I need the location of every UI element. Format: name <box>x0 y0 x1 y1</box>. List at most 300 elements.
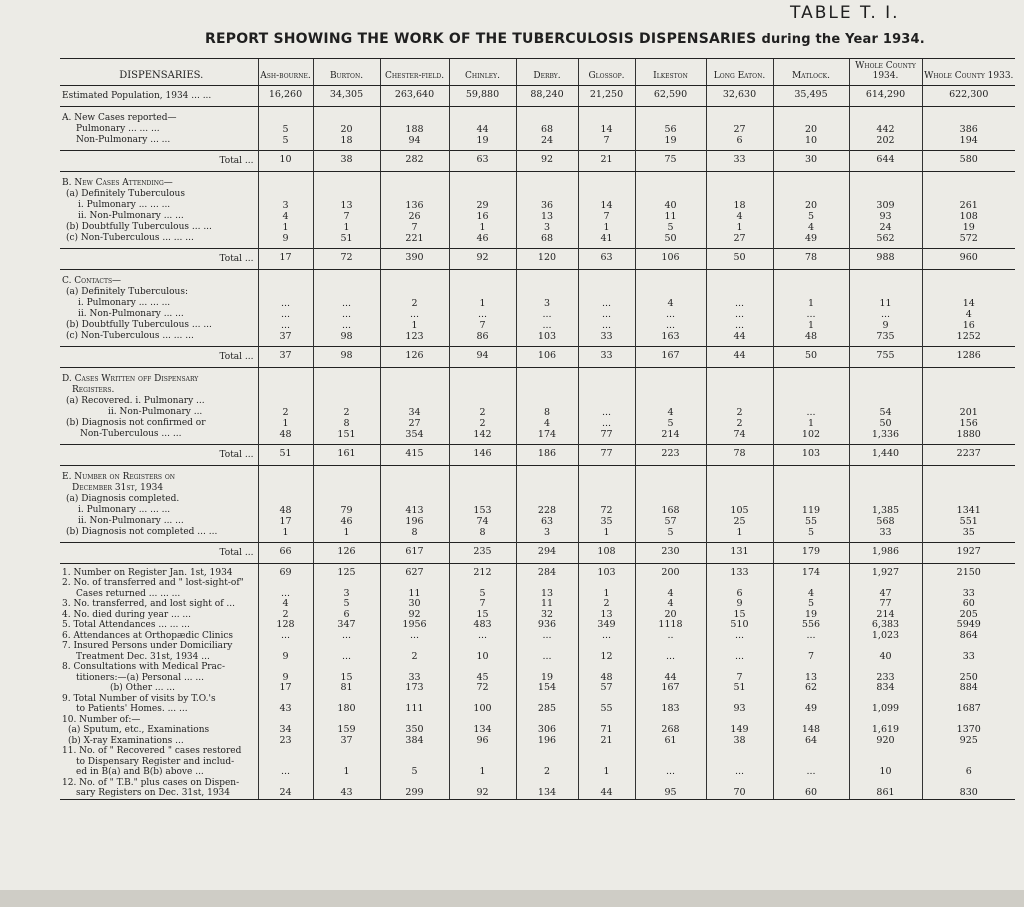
cell-value: 1880 <box>956 428 981 440</box>
cell-value: 71 <box>600 724 613 736</box>
total-cell: 33 <box>706 150 773 171</box>
cell-value: 103 <box>537 330 557 342</box>
data-cell <box>380 465 449 542</box>
cell-spacer <box>383 276 447 298</box>
cell-value: 125 <box>337 566 356 578</box>
cell-value: 23 <box>279 734 292 746</box>
cell-spacer <box>638 113 704 124</box>
cell-value: 205 <box>959 608 978 620</box>
population-cell: 622,300 <box>922 85 1015 106</box>
data-cell <box>578 465 635 542</box>
cell-spacer <box>519 113 576 124</box>
cell-value: 92 <box>476 787 489 799</box>
cell-value: 128 <box>276 619 295 631</box>
cell-value <box>383 746 447 757</box>
cell-value: 33 <box>879 526 892 538</box>
cell-value: 5 <box>282 123 289 135</box>
section-c-total-row <box>60 346 1015 367</box>
total-cell: 131 <box>706 542 773 563</box>
data-cell <box>773 367 849 444</box>
cell-value: 5 <box>807 526 815 538</box>
data-cell <box>380 171 449 248</box>
cell-value: 2 <box>343 406 350 418</box>
cell-value <box>852 746 920 757</box>
label-line: (b) Diagnosis not completed ... ... <box>66 526 218 537</box>
cell-value: 1,385 <box>871 504 900 516</box>
cell-value: 43 <box>340 787 353 799</box>
label-line: (b) X-ray Examinations ... <box>68 735 184 746</box>
cell-value: 29 <box>476 199 489 211</box>
cell-value: 1341 <box>956 504 981 516</box>
cell-value: 347 <box>337 619 356 631</box>
cell-value: 7 <box>411 221 418 233</box>
cell-value: 44 <box>733 330 746 342</box>
population-cell: 34,305 <box>313 85 380 106</box>
label-line: 4. No. died during year ... ... <box>62 609 192 620</box>
section-d-label <box>60 367 258 444</box>
total-cell: 235 <box>449 542 516 563</box>
cell-value: 1 <box>479 297 486 309</box>
cell-spacer <box>776 374 847 407</box>
cell-value: 920 <box>876 734 895 746</box>
cell-value: 1 <box>736 221 743 233</box>
data-cell <box>380 563 449 799</box>
total-cell: 294 <box>516 542 578 563</box>
data-cell <box>258 171 313 248</box>
cell-value: 13 <box>340 199 353 211</box>
population-cell: 21,250 <box>578 85 635 106</box>
cell-value: 201 <box>959 406 978 418</box>
cell-value <box>776 746 847 757</box>
cell-value: 27 <box>408 417 421 429</box>
cell-value: 20 <box>804 199 818 211</box>
label-line: B. New Cases Attending— <box>62 177 173 188</box>
cell-value: 3 <box>282 199 289 211</box>
section-c-row <box>60 269 1015 346</box>
cell-value: ... <box>341 319 352 331</box>
cell-spacer <box>452 472 514 505</box>
total-cell: 30 <box>773 150 849 171</box>
cell-value: 834 <box>876 682 895 694</box>
cell-spacer <box>519 374 576 407</box>
cell-value <box>261 746 311 757</box>
cell-value: 413 <box>405 504 424 516</box>
population-cell: 62,590 <box>635 85 706 106</box>
section-e-row <box>60 465 1015 542</box>
cell-spacer <box>581 178 633 200</box>
cell-value: 26 <box>408 210 421 222</box>
cell-value: 13 <box>540 587 554 599</box>
cell-value: ... <box>601 406 612 418</box>
cell-value: ... <box>542 650 552 662</box>
cell-value: ... <box>409 308 420 320</box>
cell-value: 35 <box>962 526 975 538</box>
cell-value: ... <box>542 308 552 320</box>
cell-value: 1 <box>282 526 289 538</box>
label-line: Treatment Dec. 31st, 1934 ... <box>76 651 210 662</box>
cell-value: 1 <box>807 297 815 309</box>
cell-value: 562 <box>876 232 895 244</box>
data-cell <box>449 367 516 444</box>
cell-value: 48 <box>279 504 292 516</box>
cell-spacer <box>709 178 771 200</box>
cell-value <box>709 746 771 757</box>
col-header-glossop: Glossop. <box>578 59 635 86</box>
cell-value: 68 <box>540 232 554 244</box>
cell-value: 50 <box>664 232 677 244</box>
cell-value: 33 <box>962 650 975 662</box>
cell-value: 16 <box>476 210 489 222</box>
cell-value: 1 <box>282 221 289 233</box>
total-label: Total ... <box>60 542 258 563</box>
cell-value: 350 <box>405 724 424 736</box>
total-label: Total ... <box>60 444 258 465</box>
data-cell <box>578 367 635 444</box>
cell-value: ... <box>280 308 291 320</box>
cell-value: 30 <box>408 598 421 610</box>
cell-value: 16 <box>962 319 975 331</box>
label-line: to Dispensary Register and includ- <box>76 756 235 767</box>
data-cell <box>380 106 449 150</box>
cell-value: 1252 <box>956 330 981 342</box>
cell-value: 1370 <box>956 724 981 736</box>
label-line: 10. Number of:— <box>62 714 141 725</box>
cell-value: 151 <box>337 428 356 440</box>
data-cell <box>313 106 380 150</box>
cell-value: 4 <box>667 406 674 418</box>
total-cell: 988 <box>849 248 922 269</box>
cell-value: 309 <box>876 199 895 211</box>
cell-value: 153 <box>473 504 492 516</box>
col-header-dispensaries: DISPENSARIES. <box>60 59 258 86</box>
section-b-total-row <box>60 248 1015 269</box>
cell-value: 98 <box>340 330 353 342</box>
cell-spacer <box>383 472 447 505</box>
cell-value: 12 <box>600 650 613 662</box>
total-cell: 106 <box>516 346 578 367</box>
total-cell: 33 <box>578 346 635 367</box>
cell-value: 60 <box>804 787 818 799</box>
cell-spacer <box>852 178 920 200</box>
total-cell: 75 <box>635 150 706 171</box>
data-cell <box>578 171 635 248</box>
label-line: (a) Sputum, etc., Examinations <box>68 725 210 736</box>
cell-spacer <box>519 178 576 200</box>
cell-value: 2 <box>282 608 289 620</box>
data-cell <box>922 171 1015 248</box>
cell-value: 33 <box>600 330 613 342</box>
cell-value: 94 <box>408 134 421 146</box>
total-cell: 1286 <box>922 346 1015 367</box>
label-line: Non-Tuberculous ... ... <box>80 428 182 439</box>
data-cell <box>706 465 773 542</box>
cell-value: 174 <box>537 428 557 440</box>
cell-value: 57 <box>600 682 613 694</box>
data-cell <box>258 465 313 542</box>
cell-value: 69 <box>279 566 292 578</box>
scan-bottom-edge <box>0 890 1024 907</box>
cell-value: 36 <box>540 199 554 211</box>
cell-value: 24 <box>540 134 554 146</box>
cell-value: 38 <box>733 734 746 746</box>
cell-value: 5 <box>807 598 815 610</box>
cell-spacer <box>709 472 771 505</box>
cell-value: 188 <box>405 123 424 135</box>
cell-value: ... <box>341 308 352 320</box>
total-cell: 755 <box>849 346 922 367</box>
cell-value: 35 <box>600 515 613 527</box>
cell-spacer <box>638 178 704 200</box>
data-cell <box>313 563 380 799</box>
cell-value: 4 <box>807 587 815 599</box>
label-line: ii. Non-Pulmonary ... ... <box>78 210 184 221</box>
cell-value: 86 <box>476 330 489 342</box>
cell-spacer <box>316 276 378 298</box>
cell-value: 19 <box>476 134 489 146</box>
total-cell: 63 <box>449 150 516 171</box>
cell-value: 13 <box>804 671 818 683</box>
cell-value: 14 <box>962 297 975 309</box>
data-cell <box>516 269 578 346</box>
cell-value: ... <box>734 766 745 778</box>
total-cell: 161 <box>313 444 380 465</box>
cell-value: 384 <box>405 734 424 746</box>
data-cell <box>635 563 706 799</box>
cell-value <box>316 746 378 757</box>
cell-value: 24 <box>279 787 292 799</box>
cell-value: 8 <box>543 406 551 418</box>
cell-value: 4 <box>807 221 815 233</box>
total-cell: 66 <box>258 542 313 563</box>
cell-value: 10 <box>804 134 818 146</box>
cell-spacer <box>852 374 920 407</box>
cell-value: 1 <box>343 526 350 538</box>
cell-value: 47 <box>879 587 892 599</box>
total-cell: 108 <box>578 542 635 563</box>
total-cell: 2237 <box>922 444 1015 465</box>
cell-spacer <box>383 178 447 200</box>
cell-value: 3 <box>543 526 551 538</box>
cell-value: 49 <box>804 232 818 244</box>
cell-value: 74 <box>476 515 489 527</box>
data-cell <box>706 563 773 799</box>
cell-value: 568 <box>876 515 895 527</box>
cell-spacer <box>316 178 378 200</box>
total-cell: 38 <box>313 150 380 171</box>
cell-value: ... <box>665 319 676 331</box>
cell-value: ... <box>542 319 552 331</box>
label-line: (a) Recovered. i. Pulmonary ... <box>66 395 205 406</box>
cell-value: 159 <box>337 724 356 736</box>
label-line: C. Contacts— <box>62 275 122 286</box>
cell-value: ... <box>806 766 816 778</box>
cell-value: 68 <box>540 123 554 135</box>
label-line: (a) Definitely Tuberculous <box>66 188 185 199</box>
label-line: 9. Total Number of visits by T.O.'s <box>62 693 216 704</box>
cell-value: 163 <box>661 330 680 342</box>
col-header-matlock: Matlock. <box>773 59 849 86</box>
section-b-row <box>60 171 1015 248</box>
data-cell <box>922 106 1015 150</box>
cell-value: 136 <box>405 199 424 211</box>
cell-value: 196 <box>405 515 424 527</box>
section-a-total-row <box>60 150 1015 171</box>
cell-spacer <box>452 113 514 124</box>
cell-value: 149 <box>730 724 749 736</box>
cell-value: 442 <box>876 123 895 135</box>
cell-value: 5 <box>807 210 815 222</box>
cell-value: 174 <box>801 566 821 578</box>
cell-value: 14 <box>600 199 613 211</box>
cell-value: 6 <box>343 608 350 620</box>
population-cell: 16,260 <box>258 85 313 106</box>
cell-value: 3 <box>543 221 551 233</box>
cell-value: 134 <box>473 724 492 736</box>
cell-spacer <box>638 276 704 298</box>
data-cell <box>706 106 773 150</box>
cell-value: 50 <box>879 417 892 429</box>
total-cell: 1927 <box>922 542 1015 563</box>
cell-value: 1,023 <box>871 629 900 641</box>
total-cell: 44 <box>706 346 773 367</box>
cell-value: 7 <box>343 210 350 222</box>
cell-spacer <box>383 113 447 124</box>
cell-value: ... <box>280 629 291 641</box>
data-cell <box>516 563 578 799</box>
cell-value: 5 <box>667 221 674 233</box>
cell-value: 11 <box>879 297 892 309</box>
cell-value: 212 <box>473 566 492 578</box>
label-line: Pulmonary ... ... ... <box>76 123 160 134</box>
cell-value: ... <box>806 406 816 418</box>
total-cell: 120 <box>516 248 578 269</box>
cell-spacer <box>852 276 920 298</box>
total-cell: 78 <box>773 248 849 269</box>
population-row <box>60 85 1015 106</box>
population-label: Estimated Population, 1934 ... ... <box>60 85 258 106</box>
cell-value: 63 <box>540 515 554 527</box>
cell-value: 61 <box>664 734 677 746</box>
data-cell <box>849 171 922 248</box>
cell-value: 299 <box>405 787 424 799</box>
col-header-derby: Derby. <box>516 59 578 86</box>
cell-value: 556 <box>801 619 821 631</box>
total-label: Total ... <box>60 248 258 269</box>
cell-value: 92 <box>408 608 421 620</box>
cell-value: 48 <box>804 330 818 342</box>
population-cell: 59,880 <box>449 85 516 106</box>
cell-value: 55 <box>600 703 613 715</box>
section-c-label <box>60 269 258 346</box>
cell-value: 284 <box>537 566 557 578</box>
cell-value: 8 <box>479 526 486 538</box>
cell-value: 60 <box>962 598 975 610</box>
data-cell <box>516 106 578 150</box>
cell-value: 8 <box>343 417 350 429</box>
cell-value: 1,099 <box>871 703 900 715</box>
cell-value: ... <box>280 766 291 778</box>
cell-value: 111 <box>405 703 424 715</box>
total-cell: 77 <box>578 444 635 465</box>
label-line: Non-Pulmonary ... ... <box>76 134 171 145</box>
col-header-chinley: Chinley. <box>449 59 516 86</box>
total-label: Total ... <box>60 150 258 171</box>
label-line: E. Number on Registers on <box>62 471 176 482</box>
total-cell: 644 <box>849 150 922 171</box>
cell-value: 1 <box>343 766 350 778</box>
data-cell <box>635 171 706 248</box>
cell-spacer <box>776 276 847 298</box>
data-cell <box>449 465 516 542</box>
cell-value: 17 <box>279 515 292 527</box>
label-line: 8. Consultations with Medical Prac- <box>62 662 226 673</box>
cell-value: 627 <box>405 566 424 578</box>
cell-value: 1,927 <box>871 566 900 578</box>
cell-value: 6,383 <box>871 619 900 631</box>
cell-value: 180 <box>337 703 356 715</box>
cell-value: 103 <box>597 566 616 578</box>
cell-value: 4 <box>667 297 674 309</box>
data-cell <box>773 465 849 542</box>
data-cell <box>258 106 313 150</box>
cell-value: ... <box>665 766 676 778</box>
cell-value: 1 <box>603 587 610 599</box>
section-misc-row <box>60 563 1015 799</box>
cell-value: 134 <box>537 787 557 799</box>
cell-spacer <box>925 374 1014 407</box>
cell-value: 142 <box>473 428 492 440</box>
cell-spacer <box>638 472 704 505</box>
data-cell <box>706 269 773 346</box>
cell-value: 19 <box>540 671 554 683</box>
data-cell <box>773 563 849 799</box>
data-cell <box>313 269 380 346</box>
population-cell: 35,495 <box>773 85 849 106</box>
cell-value: 19 <box>962 221 975 233</box>
cell-value: 24 <box>879 221 892 233</box>
cell-value: 173 <box>405 682 424 694</box>
cell-value: 44 <box>600 787 613 799</box>
cell-spacer <box>261 276 311 298</box>
section-d-row <box>60 367 1015 444</box>
cell-value: 202 <box>876 134 895 146</box>
col-header-chesterfield: Chester-field. <box>380 59 449 86</box>
cell-value: 37 <box>340 734 353 746</box>
col-header-ilkeston: Ilkeston <box>635 59 706 86</box>
cell-value: 735 <box>876 330 895 342</box>
data-cell <box>258 367 313 444</box>
data-cell <box>849 269 922 346</box>
cell-value: ... <box>280 297 291 309</box>
cell-value: 1,336 <box>871 428 900 440</box>
total-cell: 50 <box>773 346 849 367</box>
cell-value: 168 <box>661 504 680 516</box>
data-cell <box>706 171 773 248</box>
cell-value: 15 <box>476 608 489 620</box>
cell-value: 44 <box>476 123 489 135</box>
cell-value: ... <box>280 319 291 331</box>
cell-value: 77 <box>879 598 892 610</box>
dispensaries-table <box>60 58 1015 800</box>
cell-value: 3 <box>543 297 551 309</box>
cell-value: 349 <box>597 619 616 631</box>
label-line: (a) Diagnosis completed. <box>66 493 180 504</box>
cell-value: 572 <box>959 232 978 244</box>
cell-value: 1,619 <box>871 724 900 736</box>
cell-value: ... <box>341 629 352 641</box>
data-cell <box>922 367 1015 444</box>
cell-value: 1687 <box>956 703 981 715</box>
